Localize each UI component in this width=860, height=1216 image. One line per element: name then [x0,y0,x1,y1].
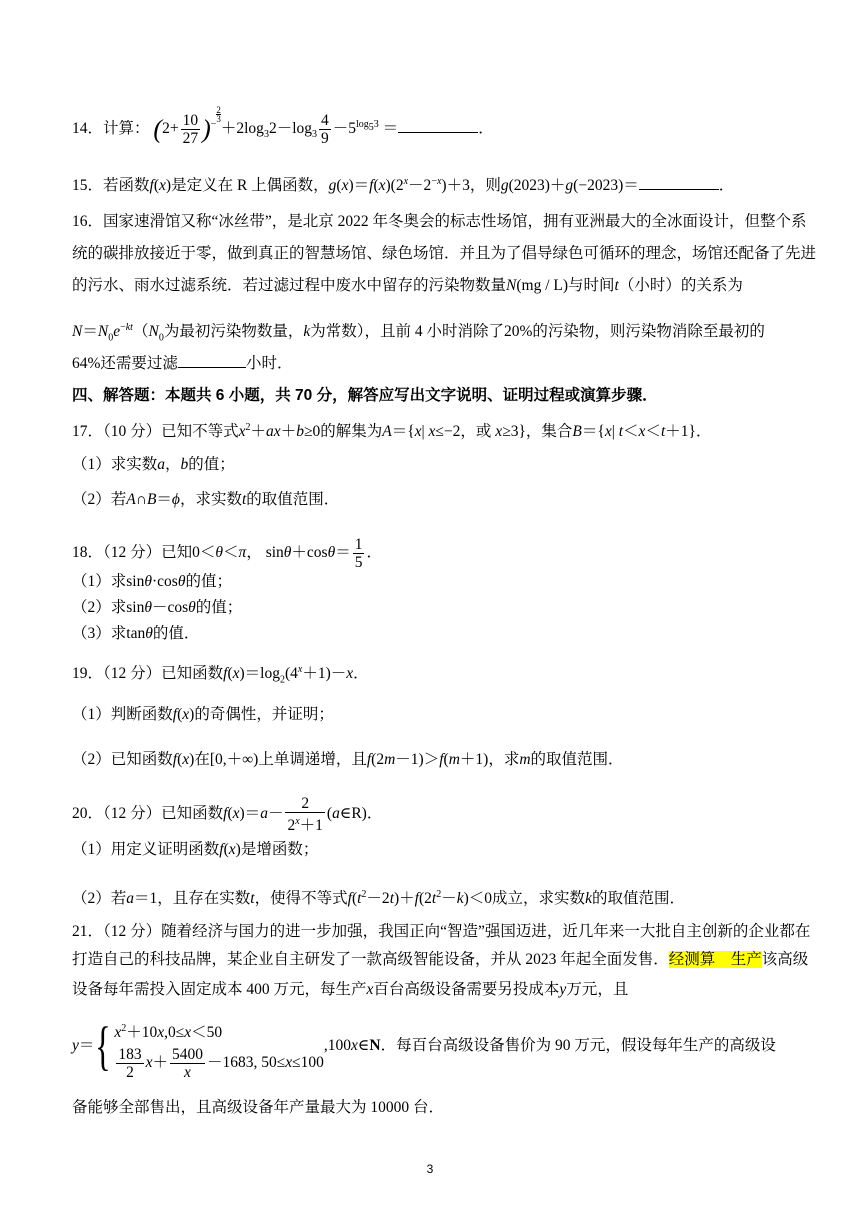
q16-answer-blank [178,353,246,368]
question-15: 15．若函数f(x)是定义在 R 上偶函数，$g(x)=f(x)(2^x-2^{-x})+3$，则g(2023)＋g(−2023)＝ ． [72,176,735,195]
piecewise-cases: $x^2+10x,0\le x<50$ $\frac{183}{2}$ x＋ $\frac{5400}{x}$ －1683, 50≤x≤100 [114,1023,324,1081]
question-19-part-2: （2）已知函数f(x)在[0,＋∞)上单调递增，且f(2m－1)＞f(m＋1)，求m的取值范围． [72,751,624,768]
question-17-part-2: （2）若A∩B＝ϕ，求实数t的取值范围． [72,491,340,508]
question-17-part-1: （1）求实数a，b的值； [72,456,235,473]
question-18-part-2: （2）求sinθ－cosθ的值； [72,599,243,616]
question-21-line-1: 21．（12 分）随着经济与国力的进一步加强，我国正向“智造”强国迈进，近几年来一大批自主创新的企业都在 [72,923,811,940]
question-21-piecewise: y＝{ $x^2+10x,0\le x<50$ $\frac{183}{2}$ x＋ $\frac{5400}{x}$ －1683, 50≤x≤100 ,100x∈N．每百台高级设备售价为 90 万元，假设每年生产的高级设 [72,1012,794,1084]
question-21-line-5: 备能够全部售出，且高级设备年产量最大为 10000 台． [72,1099,445,1116]
question-18-part-1: （1）求sinθ·cosθ的值； [72,573,232,590]
q15-g-definition: g [328,177,337,195]
question-14: 14．计算： (2+ $\frac{10}{27}$ )$^{- \frac{2}{3}}$ $+2\log_32-\log_3$ $\frac{4}{9}$ $-5^{log_53}$ ＝ ． [72,104,494,147]
question-16-line-1: 16．国家速滑馆又称“冰丝带”，是北京 2022 年冬奥会的标志性场馆，拥有亚洲最大的全冰面设计，但整个系 [72,213,807,230]
q14-expression: (2+ $\frac{10}{27}$ )$^{- \frac{2}{3}}$ $+2\log_32-\log_3$ $\frac{4}{9}$ $-5^{log_53}$ [153,104,379,147]
question-21-line-2: 打造自己的科技品牌，某企业自主研发了一款高级智能设备，并从 2023 年起全面发售．经测算 生产该高级 [72,951,809,968]
question-20-part-2: （2）若a＝1，且存在实数t，使得不等式$f(t^2-2t)+f(2t^2-k)<0$成立，求实数k的取值范围． [72,889,685,908]
question-16-line-2: 统的碳排放接近于零，做到真正的智慧场馆、绿色场馆．并且为了倡导绿色可循环的理念，场馆还配备了先进 [72,245,817,262]
section-heading: 四、解答题：本题共 6 小题，共 70 分，解答应写出文字说明、证明过程或演算步骤． [72,387,658,404]
question-16-line-3: 的污水、雨水过滤系统．若过滤过程中废水中留存的污染物数量N(mg / L)与时间t（小时）的关系为 [72,277,743,294]
question-18: 18．（12 分）已知0＜θ＜π， sinθ＋cosθ＝ $\frac{1}{5}$ ． [72,536,382,571]
q14-answer-blank [398,118,478,133]
page-number: 3 [426,1162,434,1176]
question-18-part-3: （3）求tanθ的值． [72,625,200,642]
question-19: 19．（12 分）已知函数$f(x)=\log_2(4^x+1)-x$． [72,664,369,686]
question-16-line-4: $N=N_0e^{-kt}(N_0$为最初污染物数量，k为常数），且前 4 小时消除了20%的污染物，则污染物消除至最初的 [72,322,765,344]
question-20-part-1: （1）用定义证明函数f(x)是增函数； [72,841,319,858]
question-20: 20．（12 分）已知函数f(x)＝a－ $\frac{2}{2^x+1}$ (a∈R)． [72,795,383,835]
question-19-part-1: （1）判断函数f(x)的奇偶性，并证明； [72,706,334,723]
q15-answer-blank [639,175,719,190]
question-17: 17．（10 分）已知不等式$x^2+ax+b\ge 0$的解集为A＝{x| x≤−2，或 x≥3}，集合B＝{x| t＜x＜t＋1}． [72,422,712,441]
question-21-line-3: 设备每年需投入固定成本 400 万元，每生产x百台高级设备需要另投成本y万元，且 [72,981,629,998]
question-16-line-5: 64%还需要过滤 小时． [72,355,293,372]
highlighted-text: 经测算 生产 [668,951,762,968]
